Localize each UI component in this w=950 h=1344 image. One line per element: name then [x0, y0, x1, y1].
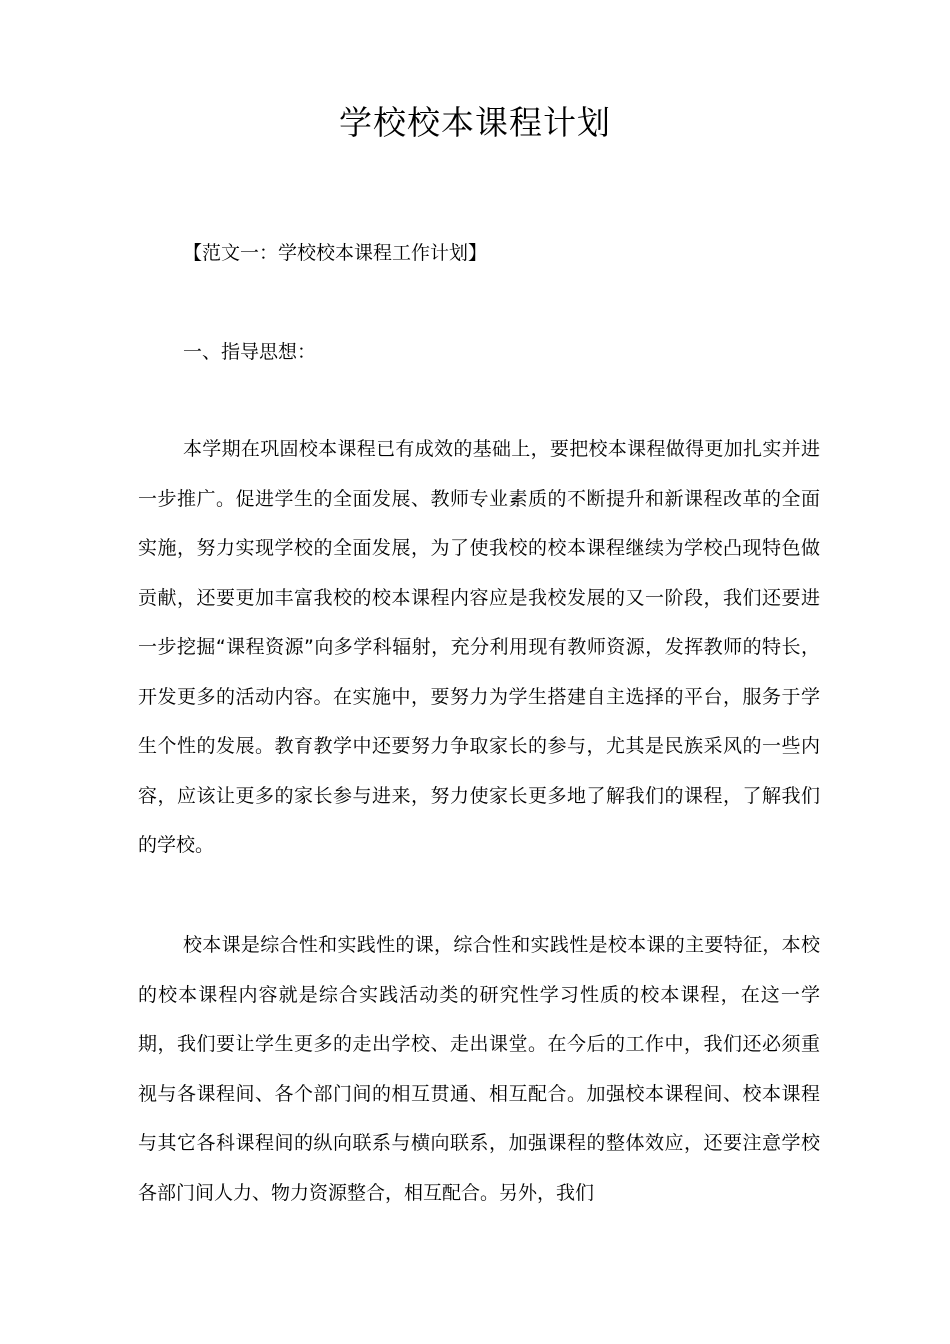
- body-paragraph: 本学期在巩固校本课程已有成效的基础上，要把校本课程做得更加扎实并进一步推广。促进学生的全面发展、教师专业素质的不断提升和新课程改革的全面实施，努力实现学校的全面发展，为了使我校的校本课程继续为学校凸现特色做贡献，还要更加丰富我校的校本课程内容应是我校发展的又一阶段，我们还要进一步挖掘“课程资源”向多学科辐射，充分利用现有教师资源，发挥教师的特长，开发更多的活动内容。在实施中，要努力为学生搭建自主选择的平台，服务于学生个性的发展。教育教学中还要努力争取家长的参与，尤其是民族采风的一些内容，应该让更多的家长参与进来，努力使家长更多地了解我们的课程，了解我们的学校。: [138, 438, 820, 856]
- body-paragraph: 校本课是综合性和实践性的课，综合性和实践性是校本课的主要特征，本校的校本课程内容就是综合实践活动类的研究性学习性质的校本课程，在这一学期，我们要让学生更多的走出学校、走出课堂。在今后的工作中，我们还必须重视与各课程间、各个部门间的相互贯通、相互配合。加强校本课程间、校本课程与其它各科课程间的纵向联系与横向联系，加强课程的整体效应，还要注意学校各部门间人力、物力资源整合，相互配合。另外，我们: [138, 934, 820, 1204]
- section-heading: 一、指导思想：: [183, 341, 317, 363]
- document-subtitle: 【范文一：学校校本课程工作计划】: [183, 242, 488, 264]
- document-title: 学校校本课程计划: [339, 103, 611, 142]
